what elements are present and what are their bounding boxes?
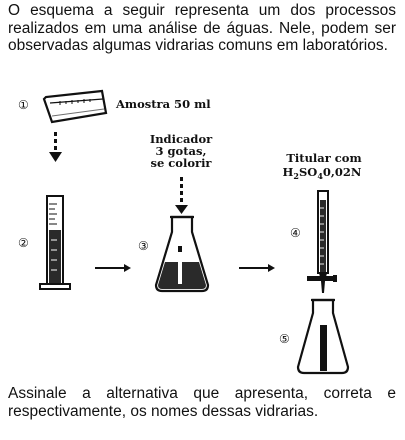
- drop-arrow-icon: [175, 177, 188, 214]
- intro-paragraph: O esquema a seguir representa um dos processos realizados em uma análise de águas. Nele, podem ser observadas algumas vidrarias comuns em laboratórios.: [8, 2, 396, 54]
- titrant-formula: $H_2SO_40,02N$: [282, 165, 362, 181]
- step-4-label: ④: [290, 226, 301, 240]
- step-3-label: ③: [138, 239, 149, 253]
- right-arrow-icon: [95, 264, 131, 272]
- step-2-label: ②: [18, 236, 29, 250]
- indicator-line-1: Indicador: [149, 132, 213, 146]
- graduated-cylinder-icon: [40, 196, 70, 289]
- question-paragraph: Assinale a alternativa que apresenta, correta e respectivamente, os nomes dessas vidrarias.: [8, 385, 396, 420]
- sample-label: Amostra 50 ml: [116, 97, 211, 111]
- indicator-line-3: se colorir: [150, 156, 212, 170]
- step-1-label: ①: [18, 98, 29, 112]
- burette-icon: [307, 191, 337, 293]
- right-arrow-icon: [239, 264, 275, 272]
- titration-figure: [0, 86, 405, 382]
- erlenmeyer-flask-icon: [156, 217, 208, 291]
- down-arrow-icon: [49, 132, 62, 162]
- beaker-icon: [44, 91, 106, 122]
- step-5-label: ⑤: [279, 332, 290, 346]
- indicator-line-2: 3 gotas,: [155, 144, 207, 158]
- titrate-label: Titular com: [286, 151, 362, 165]
- erlenmeyer-flask-icon: [298, 300, 348, 373]
